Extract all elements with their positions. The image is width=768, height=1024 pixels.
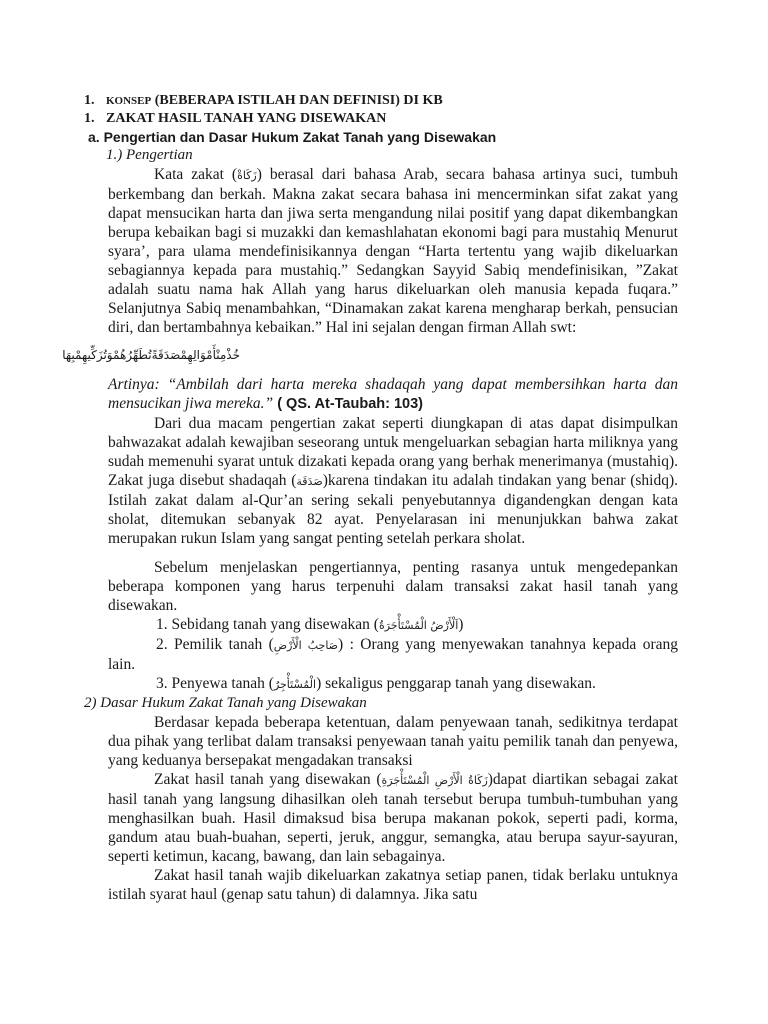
paragraph-text: ) berasal dari bahasa Arab, secara bahasa artinya suci, tumbuh berkembang dan berkah. Makna zakat secara bahasa ini mencerminkan sifat zakat yang dapat mensucikan harta dan jiwa serta mengandung nilai positif yang dapat dikembangkan berupa kebaikan bagi si muzakki dan kemashlahatan ekonomi bagi para mustahiq Menurut syara’, para ulama mendefinisikannya dengan “Harta tertentu yang wajib dikeluarkan sebagiannya kepada para mustahiq.” Sedangkan Sayyid Sabiq mendefinisikan, ”Zakat adalah suatu nama hak Allah yang harus dikeluarkan oleh manusia kepada fuqara.” Selanjutnya Sabiq menambahkan, “Dinamakan zakat karena mengharap berkah, pensucian diri, dan bertambahnya kebaikan.” Hal ini sejalan dengan firman Allah swt:	[108, 166, 678, 336]
list-item	[84, 674, 678, 694]
paragraph-komponen	[84, 558, 678, 615]
list-item-text: )	[458, 616, 464, 633]
list-item	[84, 615, 678, 635]
arabic-term: الْمُسْتَأْجِرُ	[273, 678, 317, 691]
heading-zakat-tanah-text: ZAKAT HASIL TANAH YANG DISEWAKAN	[106, 111, 387, 126]
list-item-text: 3. Penyewa tanah (	[156, 675, 274, 692]
paragraph-berdasar	[84, 713, 678, 770]
subheading-dasar-hukum: 2) Dasar Hukum Zakat Tanah yang Disewakan	[84, 695, 367, 711]
arabic-term: اَلْأَرْضُ الْمُسْتَأْجَرَةُ	[378, 619, 459, 632]
paragraph-kata-zakat	[84, 165, 678, 337]
paragraph-wajib-panen	[84, 866, 678, 904]
paragraph-text: Berdasar kepada beberapa ketentuan, dalam penyewaan tanah, sedikitnya terdapat dua pihak yang terlibat dalam transaksi penyewaan tanah yaitu pemilik tanah dan penyewa, yang keduanya bersepakat mengadakan transaksi	[108, 714, 678, 769]
heading-number: 1.	[84, 93, 95, 108]
list-item-text: ) sekaligus penggarap tanah yang disewakan.	[316, 675, 596, 692]
list-item	[84, 635, 678, 674]
paragraph-text: Sebelum menjelaskan pengertiannya, penting rasanya untuk mengedepankan beberapa komponen yang harus terpenuhi dalam transaksi zakat hasil tanah yang disewakan.	[108, 559, 678, 614]
arabic-term: صَدَقَة	[296, 475, 323, 488]
paragraph-text: Zakat hasil tanah wajib dikeluarkan zakatnya setiap panen, tidak berlaku untuknya istilah syarat haul (genap satu tahun) di dalamnya. Jika satu	[108, 867, 678, 903]
arabic-term: زَكَاةُ الْأَرْضِ الْمُسْتَأْجَرَةِ	[381, 774, 488, 787]
heading-zakat-tanah	[84, 110, 678, 128]
heading-pengertian-dasar-hukum: a. Pengertian dan Dasar Hukum Zakat Tanah yang Disewakan	[88, 129, 497, 145]
quran-verse-arabic: خُذْمِنْأَمْوَالِهِمْصَدَقَةًتُطَهِّرُهُمْوَتُزَكِّيهِمْبِهَا	[62, 348, 240, 362]
paragraph-zakat-hasil-tanah	[84, 770, 678, 866]
verse-reference: ( QS. At-Taubah: 103)	[273, 396, 424, 412]
heading-number: 1.	[84, 111, 95, 126]
paragraph-text: Kata zakat (	[154, 166, 238, 183]
list-item-text: 2. Pemilik tanah (	[156, 636, 274, 653]
paragraph-text: Zakat hasil tanah yang disewakan (	[154, 771, 382, 788]
document-page	[62, 92, 678, 904]
paragraph-text: )dapat diartikan sebagai zakat hasil tanah yang langsung dihasilkan oleh tanah tersebut berupa tumbuh-tumbuhan yang menghasilkan buah. Hasil dimaksud bisa berupa makanan pokok, seperti padi, korma, gandum atau buah-buahan, seperti, jeruk, anggur, semangka, atau berupa sayur-sayuran, seperti ketimun, kacang, bawang, dan lain sebagainya.	[108, 771, 678, 865]
heading-konsep-rest: (BEBERAPA ISTILAH DAN DEFINISI) DI KB	[151, 93, 443, 108]
subheading-pengertian: 1.) Pengertian	[106, 147, 193, 163]
heading-konsep-small: KONSEP	[106, 95, 152, 107]
arabic-term: صَاحِبُ الْأَرْضِ	[273, 639, 339, 652]
translation-label: Artinya:	[108, 376, 168, 393]
paragraph-kesimpulan	[84, 414, 678, 548]
heading-konsep	[84, 92, 678, 110]
paragraph-text: Dari dua macam pengertian zakat seperti diungkapan di atas dapat disimpulkan bahwazakat adalah kewajiban seseorang untuk mengeluarkan sebagian harta miliknya yang sudah memenuhi syarat untuk dizakati kepada orang yang berhak menerimanya (mustahiq). Zakat juga disebut shadaqah (	[108, 415, 678, 489]
paragraph-text: )karena tindakan itu adalah tindakan yang benar (shidq). Istilah zakat dalam al-Qur’an sering sekali penyebutannya digandengkan dengan kata sholat, ditemukan sebanyak 82 ayat. Penyelarasan ini menunjukkan bahwa zakat merupakan rukun Islam yang sangat penting setelah perkara sholat.	[108, 472, 678, 547]
arabic-term: زَكَاةْ	[237, 169, 257, 182]
list-item-text: 1. Sebidang tanah yang disewakan (	[156, 616, 379, 633]
translation-quote: “Ambilah dari harta mereka shadaqah yang dapat membersihkan harta dan mensucikan jiwa mereka.”	[108, 376, 678, 412]
verse-translation	[84, 375, 678, 414]
list-item-text: ) : Orang yang menyewakan tanahnya kepada orang lain.	[108, 636, 678, 673]
